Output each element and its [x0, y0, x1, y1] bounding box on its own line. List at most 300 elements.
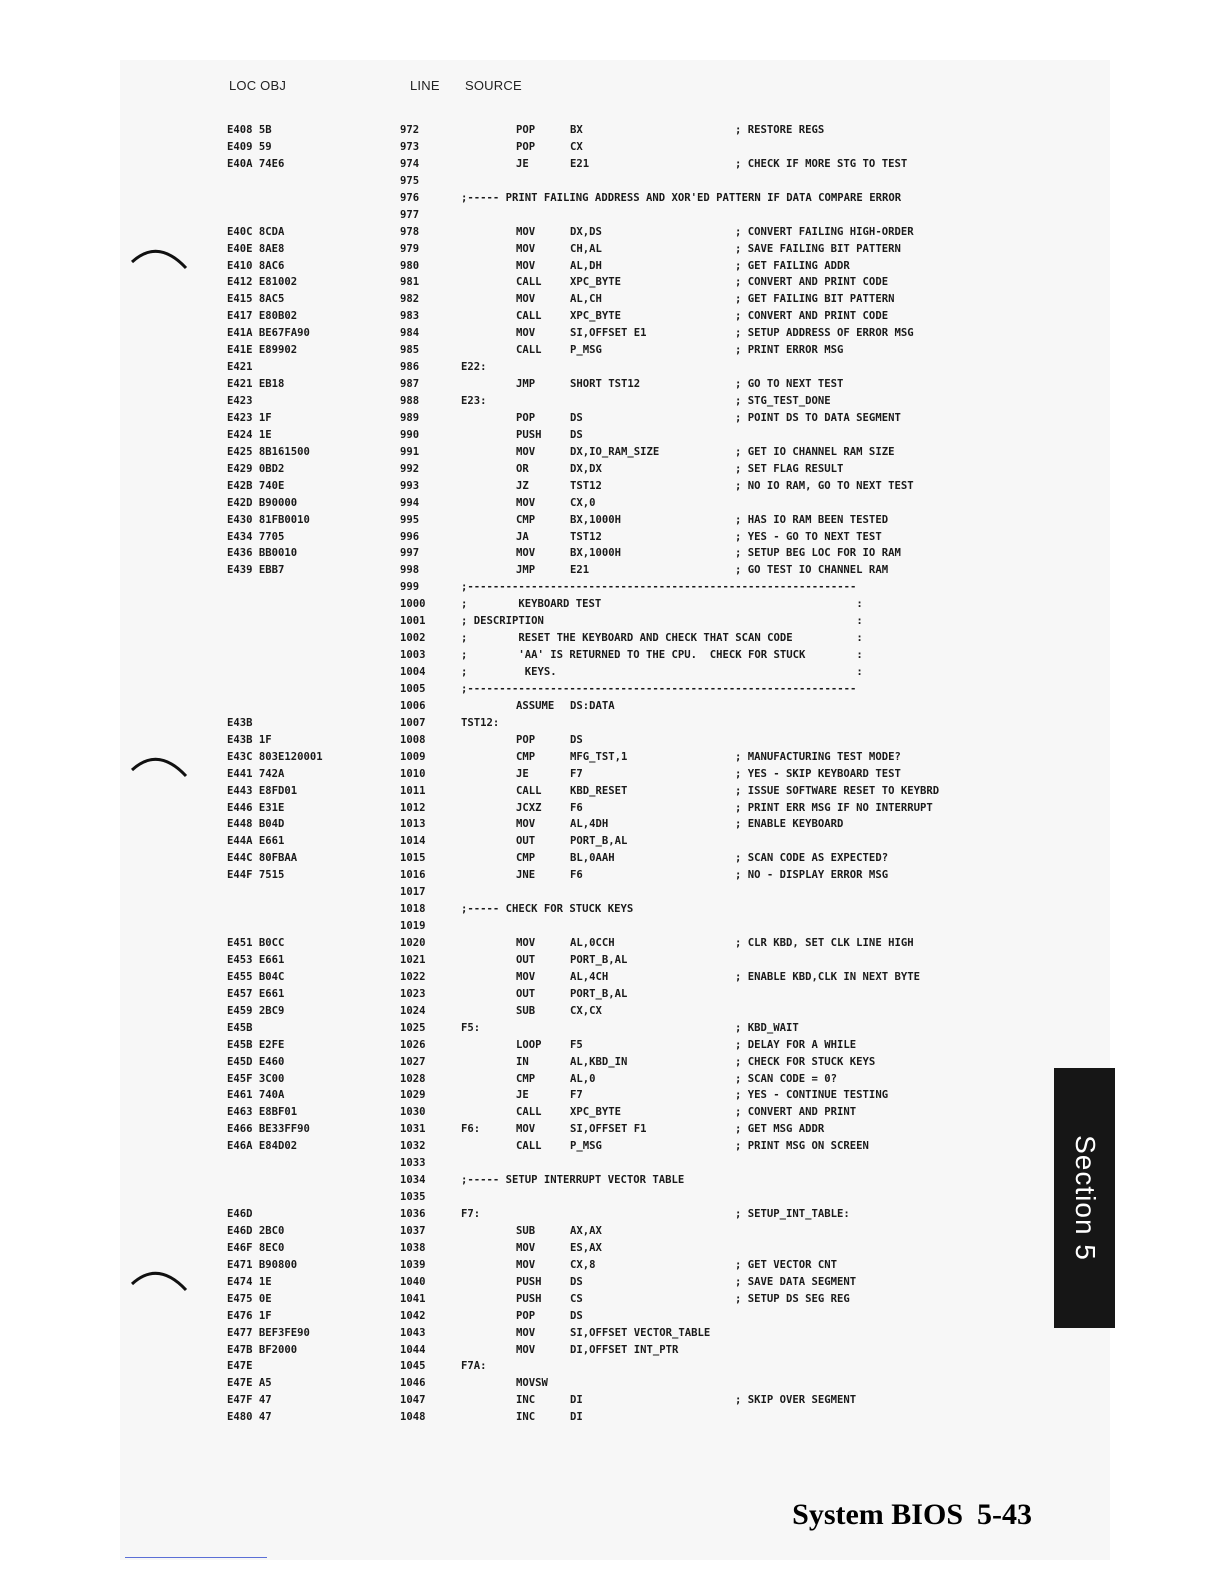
- assembly-listing: [0, 122, 1224, 1426]
- opcode: MOV: [516, 242, 536, 255]
- listing-row: [0, 427, 1224, 444]
- section-tab: [1054, 1068, 1115, 1328]
- opcode: JE: [516, 157, 529, 170]
- loc-obj: E41A BE67FA90: [227, 327, 310, 340]
- line-number: 985: [400, 344, 420, 357]
- line-number: 990: [400, 428, 420, 441]
- listing-row: [0, 1308, 1224, 1325]
- opcode: JE: [516, 1089, 529, 1102]
- listing-row: [0, 664, 1224, 681]
- line-number: 1008: [400, 733, 426, 746]
- opcode: MOV: [516, 1326, 536, 1339]
- listing-row: [0, 410, 1224, 427]
- source-text: ; 'AA' IS RETURNED TO THE CPU. CHECK FOR STUCK :: [461, 649, 863, 662]
- opcode: IN: [516, 1055, 529, 1068]
- opcode: PUSH: [516, 1275, 542, 1288]
- operand: F6: [570, 869, 583, 882]
- operand: F7: [570, 1089, 583, 1102]
- page-number: 5-43: [977, 1498, 1032, 1531]
- line-number: 1037: [400, 1224, 426, 1237]
- listing-row: [0, 816, 1224, 833]
- source-text: ; KEYBOARD TEST :: [461, 598, 863, 611]
- loc-obj: E46D 2BC0: [227, 1224, 285, 1237]
- opcode: MOV: [516, 1343, 536, 1356]
- comment: ; YES - CONTINUE TESTING: [735, 1089, 889, 1102]
- operand: AL,4DH: [570, 818, 609, 831]
- loc-obj: E455 B04C: [227, 970, 285, 983]
- column-header-line: LINE: [410, 78, 440, 93]
- listing-row: [0, 732, 1224, 749]
- loc-obj: E410 8AC6: [227, 259, 285, 272]
- comment: ; SCAN CODE = 0?: [735, 1072, 838, 1085]
- loc-obj: E41E E89902: [227, 344, 298, 357]
- opcode: CMP: [516, 513, 536, 526]
- operand: DS: [570, 733, 583, 746]
- opcode: PUSH: [516, 1292, 542, 1305]
- opcode: MOV: [516, 1258, 536, 1271]
- listing-row: [0, 359, 1224, 376]
- line-number: 979: [400, 242, 420, 255]
- line-number: 996: [400, 530, 420, 543]
- comment: ; GO TO NEXT TEST: [735, 378, 844, 391]
- loc-obj: E436 BB0010: [227, 547, 298, 560]
- operand: XPC_BYTE: [570, 276, 622, 289]
- comment: ; SETUP BEG LOC FOR IO RAM: [735, 547, 901, 560]
- line-number: 1011: [400, 784, 426, 797]
- comment: ; CHECK IF MORE STG TO TEST: [735, 157, 908, 170]
- listing-row: [0, 156, 1224, 173]
- comment: ; CONVERT AND PRINT CODE: [735, 276, 889, 289]
- line-number: 1032: [400, 1140, 426, 1153]
- line-number: 984: [400, 327, 420, 340]
- label: TST12:: [461, 716, 500, 729]
- line-number: 1038: [400, 1241, 426, 1254]
- operand: DX,DS: [570, 225, 602, 238]
- opcode: OR: [516, 462, 529, 475]
- comment: ; SETUP DS SEG REG: [735, 1292, 850, 1305]
- comment: ; SKIP OVER SEGMENT: [735, 1394, 857, 1407]
- line-number: 988: [400, 395, 420, 407]
- operand: F6: [570, 801, 583, 814]
- listing-row: [0, 1223, 1224, 1240]
- operand: DI: [570, 1394, 583, 1407]
- loc-obj: E45B E2FE: [227, 1038, 285, 1051]
- loc-obj: E44A E661: [227, 835, 285, 848]
- operand: TST12: [570, 479, 602, 492]
- loc-obj: E439 EBB7: [227, 564, 285, 577]
- line-number: 1039: [400, 1258, 426, 1271]
- line-number: 999: [400, 581, 420, 594]
- loc-obj: E46F 8EC0: [227, 1241, 285, 1254]
- listing-row: [0, 529, 1224, 546]
- operand: AL,0CCH: [570, 937, 615, 949]
- listing-row: [0, 258, 1224, 275]
- comment: ; GO TEST IO CHANNEL RAM: [735, 564, 889, 577]
- line-number: 976: [400, 191, 420, 204]
- listing-row: [0, 1155, 1224, 1172]
- line-number: 1018: [400, 903, 426, 916]
- listing-row: [0, 1375, 1224, 1392]
- opcode: CALL: [516, 310, 542, 323]
- listing-row: [0, 190, 1224, 207]
- line-number: 1016: [400, 869, 426, 882]
- loc-obj: E476 1F: [227, 1309, 272, 1322]
- operand: SI,OFFSET F1: [570, 1123, 647, 1136]
- operand: SI,OFFSET E1: [570, 327, 647, 340]
- loc-obj: E480 47: [227, 1411, 272, 1424]
- listing-row: [0, 1358, 1224, 1375]
- comment: ; POINT DS TO DATA SEGMENT: [735, 411, 901, 424]
- opcode: INC: [516, 1394, 536, 1407]
- opcode: CMP: [516, 852, 536, 865]
- operand: BX,1000H: [570, 547, 622, 560]
- opcode: MOV: [516, 1241, 536, 1254]
- opcode: MOV: [516, 293, 536, 306]
- listing-row: [0, 867, 1224, 884]
- loc-obj: E434 7705: [227, 530, 285, 543]
- line-number: 1033: [400, 1157, 426, 1170]
- line-number: 981: [400, 276, 420, 289]
- opcode: POP: [516, 411, 536, 424]
- line-number: 1040: [400, 1275, 426, 1288]
- loc-obj: E441 742A: [227, 767, 285, 780]
- operand: E21: [570, 564, 590, 577]
- comment: ; NO IO RAM, GO TO NEXT TEST: [735, 479, 914, 492]
- listing-row: [0, 833, 1224, 850]
- listing-row: [0, 630, 1224, 647]
- listing-row: [0, 342, 1224, 359]
- listing-row: [0, 512, 1224, 529]
- operand: E21: [570, 157, 590, 170]
- comment: ; SET FLAG RESULT: [735, 462, 844, 475]
- opcode: MOV: [516, 445, 536, 458]
- opcode: POP: [516, 140, 536, 153]
- operand: DS: [570, 411, 583, 424]
- label: F7A:: [461, 1360, 487, 1373]
- listing-row: [0, 935, 1224, 952]
- listing-row: [0, 325, 1224, 342]
- operand: CX: [570, 140, 583, 153]
- loc-obj: E429 0BD2: [227, 462, 285, 475]
- column-header-loc-obj: LOC OBJ: [229, 78, 287, 93]
- line-number: 1006: [400, 699, 426, 712]
- listing-row: [0, 1037, 1224, 1054]
- loc-obj: E47B BF2000: [227, 1343, 298, 1356]
- label: E23:: [461, 395, 487, 407]
- loc-obj: E423: [227, 395, 253, 407]
- operand: PORT_B,AL: [570, 987, 628, 1000]
- operand: CS: [570, 1292, 583, 1305]
- line-number: 1000: [400, 598, 426, 611]
- loc-obj: E47E: [227, 1360, 253, 1373]
- operand: F7: [570, 767, 583, 780]
- loc-obj: E466 BE33FF90: [227, 1123, 310, 1136]
- loc-obj: E44C 80FBAA: [227, 852, 298, 865]
- loc-obj: E44F 7515: [227, 869, 285, 882]
- comment: ; SETUP_INT_TABLE:: [735, 1208, 850, 1220]
- listing-row: [0, 884, 1224, 901]
- line-number: 1043: [400, 1326, 426, 1339]
- line-number: 1004: [400, 666, 426, 678]
- listing-row: [0, 681, 1224, 698]
- loc-obj: E451 B0CC: [227, 937, 285, 949]
- operand: F5: [570, 1038, 583, 1051]
- line-number: 1029: [400, 1089, 426, 1102]
- listing-row: [0, 952, 1224, 969]
- comment: ; SAVE DATA SEGMENT: [735, 1275, 857, 1288]
- opcode: JA: [516, 530, 529, 543]
- loc-obj: E42B 740E: [227, 479, 285, 492]
- comment: ; GET FAILING BIT PATTERN: [735, 293, 895, 306]
- comment: ; RESTORE REGS: [735, 124, 825, 136]
- operand: DS:DATA: [570, 699, 615, 712]
- listing-row: [0, 1087, 1224, 1104]
- comment: ; HAS IO RAM BEEN TESTED: [735, 513, 889, 526]
- loc-obj: E40A 74E6: [227, 157, 285, 170]
- listing-row: [0, 1342, 1224, 1359]
- line-number: 987: [400, 378, 420, 391]
- line-number: 1024: [400, 1004, 426, 1017]
- loc-obj: E474 1E: [227, 1275, 272, 1288]
- comment: ; ISSUE SOFTWARE RESET TO KEYBRD: [735, 784, 940, 797]
- loc-obj: E43B: [227, 716, 253, 729]
- loc-obj: E412 E81002: [227, 276, 298, 289]
- line-number: 995: [400, 513, 420, 526]
- operand: XPC_BYTE: [570, 310, 622, 323]
- operand: AL,CH: [570, 293, 602, 306]
- comment: ; KBD_WAIT: [735, 1021, 799, 1034]
- line-number: 974: [400, 157, 420, 170]
- opcode: CMP: [516, 1072, 536, 1085]
- loc-obj: E47E A5: [227, 1377, 272, 1390]
- line-number: 978: [400, 225, 420, 238]
- line-number: 980: [400, 259, 420, 272]
- listing-row: [0, 376, 1224, 393]
- line-number: 1001: [400, 615, 426, 628]
- loc-obj: E408 5B: [227, 124, 272, 136]
- loc-obj: E40E 8AE8: [227, 242, 285, 255]
- source-text: ;-------------------------------------------------------------: [461, 682, 857, 695]
- listing-row: [0, 850, 1224, 867]
- operand: AL,4CH: [570, 970, 609, 983]
- listing-row: [0, 969, 1224, 986]
- line-number: 1009: [400, 750, 426, 763]
- line-number: 1048: [400, 1411, 426, 1424]
- line-number: 1014: [400, 835, 426, 848]
- listing-row: [0, 1020, 1224, 1037]
- listing-row: [0, 291, 1224, 308]
- footer-title: System BIOS: [792, 1498, 963, 1531]
- line-number: 1028: [400, 1072, 426, 1085]
- label: F6:: [461, 1123, 481, 1136]
- listing-row: [0, 1240, 1224, 1257]
- opcode: OUT: [516, 987, 536, 1000]
- comment: ; SETUP ADDRESS OF ERROR MSG: [735, 327, 914, 340]
- loc-obj: E415 8AC5: [227, 293, 285, 306]
- loc-obj: E47F 47: [227, 1394, 272, 1407]
- opcode: JZ: [516, 479, 529, 492]
- listing-row: [0, 308, 1224, 325]
- loc-obj: E46D: [227, 1208, 253, 1220]
- line-number: 986: [400, 361, 420, 374]
- comment: ; ENABLE KBD,CLK IN NEXT BYTE: [735, 970, 920, 983]
- opcode: LOOP: [516, 1038, 542, 1051]
- opcode: PUSH: [516, 428, 542, 441]
- opcode: MOV: [516, 970, 536, 983]
- operand: DS: [570, 1309, 583, 1322]
- listing-row: [0, 241, 1224, 258]
- line-number: 993: [400, 479, 420, 492]
- loc-obj: E425 8B161500: [227, 445, 310, 458]
- operand: AX,AX: [570, 1224, 602, 1237]
- opcode: CALL: [516, 1140, 542, 1153]
- operand: CH,AL: [570, 242, 602, 255]
- operand: PORT_B,AL: [570, 953, 628, 966]
- operand: P_MSG: [570, 344, 602, 357]
- line-number: 1026: [400, 1038, 426, 1051]
- line-number: 1022: [400, 970, 426, 983]
- loc-obj: E423 1F: [227, 411, 272, 424]
- listing-row: [0, 1121, 1224, 1138]
- listing-row: [0, 647, 1224, 664]
- operand: DS: [570, 428, 583, 441]
- listing-row: [0, 1274, 1224, 1291]
- loc-obj: E459 2BC9: [227, 1004, 285, 1017]
- source-text: ;----- SETUP INTERRUPT VECTOR TABLE: [461, 1174, 685, 1187]
- line-number: 992: [400, 462, 420, 475]
- listing-row: [0, 579, 1224, 596]
- loc-obj: E421 EB18: [227, 378, 285, 391]
- line-number: 983: [400, 310, 420, 323]
- operand: BX,1000H: [570, 513, 622, 526]
- line-number: 1021: [400, 953, 426, 966]
- operand: P_MSG: [570, 1140, 602, 1153]
- listing-row: [0, 173, 1224, 190]
- loc-obj: E45F 3C00: [227, 1072, 285, 1085]
- loc-obj: E446 E31E: [227, 801, 285, 814]
- listing-row: [0, 495, 1224, 512]
- line-number: 1036: [400, 1208, 426, 1220]
- opcode: JE: [516, 767, 529, 780]
- opcode: CALL: [516, 784, 542, 797]
- label: E22:: [461, 361, 487, 374]
- comment: ; DELAY FOR A WHILE: [735, 1038, 857, 1051]
- operand: ES,AX: [570, 1241, 602, 1254]
- line-number: 1035: [400, 1191, 426, 1204]
- operand: AL,DH: [570, 259, 602, 272]
- listing-row: [0, 596, 1224, 613]
- listing-row: [0, 1138, 1224, 1155]
- listing-row: [0, 1257, 1224, 1274]
- comment: ; GET VECTOR CNT: [735, 1258, 838, 1271]
- line-number: 1019: [400, 920, 426, 933]
- line-number: 975: [400, 174, 420, 187]
- loc-obj: E45B: [227, 1021, 253, 1034]
- opcode: ASSUME: [516, 699, 555, 712]
- loc-obj: E42D B90000: [227, 496, 298, 509]
- loc-obj: E421: [227, 361, 253, 374]
- comment: ; PRINT MSG ON SCREEN: [735, 1140, 869, 1153]
- operand: DS: [570, 1275, 583, 1288]
- comment: ; YES - GO TO NEXT TEST: [735, 530, 882, 543]
- listing-row: [0, 545, 1224, 562]
- label: F5:: [461, 1021, 481, 1034]
- operand: TST12: [570, 530, 602, 543]
- operand: AL,KBD_IN: [570, 1055, 628, 1068]
- line-number: 1047: [400, 1394, 426, 1407]
- loc-obj: E471 B90800: [227, 1258, 298, 1271]
- source-text: ; DESCRIPTION :: [461, 615, 863, 628]
- line-number: 1045: [400, 1360, 426, 1373]
- opcode: SUB: [516, 1224, 536, 1237]
- opcode: MOV: [516, 327, 536, 340]
- loc-obj: E43C 803E120001: [227, 750, 323, 763]
- opcode: SUB: [516, 1004, 536, 1017]
- listing-row: [0, 1409, 1224, 1426]
- line-number: 1017: [400, 886, 426, 899]
- bottom-rule: [125, 1557, 267, 1558]
- line-number: 997: [400, 547, 420, 560]
- opcode: MOV: [516, 1123, 536, 1136]
- opcode: MOV: [516, 259, 536, 272]
- loc-obj: E443 E8FD01: [227, 784, 298, 797]
- opcode: CALL: [516, 1106, 542, 1119]
- listing-row: [0, 1392, 1224, 1409]
- line-number: 998: [400, 564, 420, 577]
- listing-row: [0, 1172, 1224, 1189]
- operand: CX,0: [570, 496, 596, 509]
- opcode: MOV: [516, 937, 536, 949]
- column-header-source: SOURCE: [465, 78, 522, 93]
- opcode: CALL: [516, 344, 542, 357]
- page-footer: [792, 1498, 1032, 1532]
- listing-row: [0, 478, 1224, 495]
- loc-obj: E45D E460: [227, 1055, 285, 1068]
- line-number: 1012: [400, 801, 426, 814]
- operand: SI,OFFSET VECTOR_TABLE: [570, 1326, 711, 1339]
- opcode: JCXZ: [516, 801, 542, 814]
- comment: ; STG_TEST_DONE: [735, 395, 831, 407]
- comment: ; PRINT ERR MSG IF NO INTERRUPT: [735, 801, 933, 814]
- loc-obj: E43B 1F: [227, 733, 272, 746]
- line-number: 1042: [400, 1309, 426, 1322]
- operand: DX,DX: [570, 462, 602, 475]
- comment: ; MANUFACTURING TEST MODE?: [735, 750, 901, 763]
- comment: ; CONVERT AND PRINT: [735, 1106, 857, 1119]
- opcode: MOV: [516, 818, 536, 831]
- line-number: 1020: [400, 937, 426, 949]
- operand: DX,IO_RAM_SIZE: [570, 445, 660, 458]
- operand: KBD_RESET: [570, 784, 628, 797]
- listing-row: [0, 800, 1224, 817]
- listing-row: [0, 461, 1224, 478]
- line-number: 1007: [400, 716, 426, 729]
- line-number: 973: [400, 140, 420, 153]
- listing-row: [0, 562, 1224, 579]
- operand: BX: [570, 124, 583, 136]
- listing-row: [0, 783, 1224, 800]
- line-number: 991: [400, 445, 420, 458]
- label: F7:: [461, 1208, 481, 1220]
- line-number: 989: [400, 411, 420, 424]
- listing-row: [0, 274, 1224, 291]
- loc-obj: E463 E8BF01: [227, 1106, 298, 1119]
- line-number: 1003: [400, 649, 426, 662]
- listing-row: [0, 1189, 1224, 1206]
- opcode: JNE: [516, 869, 536, 882]
- comment: ; SCAN CODE AS EXPECTED?: [735, 852, 889, 865]
- line-number: 1023: [400, 987, 426, 1000]
